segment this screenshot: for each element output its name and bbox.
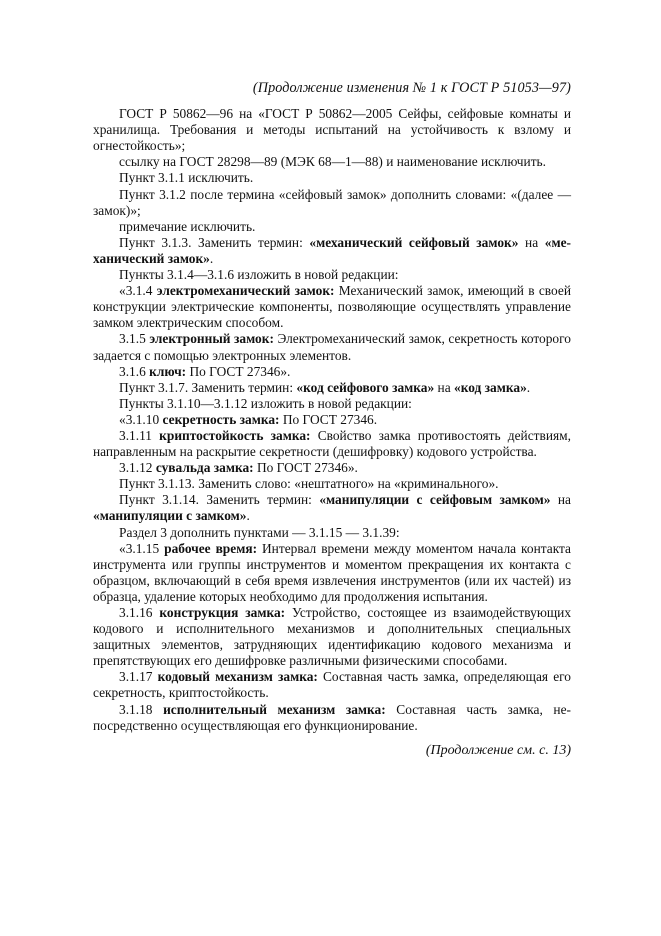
paragraph (93, 380, 571, 396)
paragraph: Пункты 3.1.10—3.1.12 изложить в новой редакции: (119, 395, 412, 411)
paragraph (93, 460, 571, 476)
bold-term: конструкция замка: (159, 605, 286, 620)
paragraph-text: Составная часть замка, непосредственно осуществляющая его функционирование. (93, 701, 571, 733)
paragraph-text: на (518, 234, 545, 250)
paragraph-text: Свойство замка противостоять действиям, направленным на раскрытие секретности (дешифровку) кодового устройства. (93, 427, 571, 460)
bold-term: «механический сейфовый замок» (309, 234, 519, 250)
document-page (93, 80, 571, 759)
paragraph-text: Интервал времени между моментом начала контакта инструмента или группы инструментов и моментом прекращения их контакта с образцом, включающий в себя время извлечения инструментов (или их частей) из образца, удаление которых необходимо для продолжения испытания. (93, 540, 571, 604)
paragraph: ГОСТ Р 50862—96 на «ГОСТ Р 50862—2005 Сейфы, сейфовые комнаты и хранилища. Требования и методы испытаний на устойчивость к взлому и огнестойкость»; (93, 106, 571, 154)
paragraph (93, 283, 571, 331)
paragraph-text: . (209, 250, 214, 266)
paragraph: Пункт 3.1.13. Заменить слово: «нештатного» на «криминального». (119, 476, 499, 492)
continuation-header: (Продолжение изменения № 1 к ГОСТ Р 51053—97) (252, 80, 571, 96)
paragraph-text: . (246, 508, 250, 524)
paragraph: Пункт 3.1.1 исключить. (119, 170, 254, 186)
bold-term: «механический замок» (93, 234, 571, 266)
paragraph-text: Электромеханический замок, секретность которого задается с помощью электронных элементов. (93, 331, 571, 363)
paragraph-text: Устройство, состоящее из взаимодействующих кодового и исполнительного механизмов и дополнительных специальных защитных элементов, затрудняющих идентификацию кодового механизма и препятствующих его дешифровке различными физическими способами. (93, 605, 572, 669)
paragraph-text: 3.1.16 (119, 605, 160, 620)
paragraph-text: на (550, 492, 571, 508)
paragraph-text: 3.1.5 (119, 331, 150, 347)
paragraph-text: «3.1.15 (119, 540, 165, 556)
bold-term: кодовый механизм замка: (157, 669, 318, 685)
paragraph (93, 331, 571, 363)
paragraph (93, 541, 571, 605)
bold-term: «манипуляции с сейфовым замком» (319, 492, 551, 508)
bold-term: криптостойкость замка: (159, 427, 311, 443)
paragraph (93, 364, 571, 380)
bold-term: «код замка» (454, 379, 527, 395)
paragraph (93, 428, 571, 460)
bold-term: ключ: (149, 363, 187, 379)
paragraph-text: 3.1.11 (119, 427, 160, 443)
paragraph-text: Пункт 3.1.3. Заменить термин: (119, 234, 310, 250)
paragraph-text: 3.1.12 (119, 460, 156, 476)
paragraph: ссылку на ГОСТ 28298—89 (МЭК 68—1—88) и наименование исключить. (119, 154, 547, 170)
bold-term: «манипуляции с замком» (93, 508, 247, 524)
paragraph-text: Пункт 3.1.14. Заменить термин: (119, 492, 320, 508)
paragraph (93, 669, 571, 701)
paragraph-text: Пункт 3.1.7. Заменить термин: (119, 379, 297, 395)
paragraph (93, 702, 571, 734)
paragraph-text: 3.1.17 (119, 669, 158, 685)
paragraph (93, 605, 571, 669)
paragraph-text: По ГОСТ 27346». (253, 460, 358, 476)
paragraph: Пункт 3.1.2 после термина «сейфовый замок» дополнить словами: «(далее — замок)»; (93, 186, 571, 218)
bold-term: сувальда замка: (155, 460, 254, 476)
paragraph (93, 235, 571, 267)
paragraph-text: Составная часть замка, определяющая его секретность, криптостойкость. (93, 669, 571, 701)
bold-term: исполнительный механизм замка: (163, 701, 386, 717)
paragraph-text: «3.1.10 (119, 411, 163, 427)
paragraph-text: на (434, 379, 455, 395)
bold-term: «код сейфового замка» (296, 379, 435, 395)
paragraph (93, 492, 571, 524)
bold-term: электронный замок: (149, 331, 274, 347)
bold-term: рабочее время: (164, 540, 258, 556)
bold-term: электромеханический замок: (156, 283, 335, 299)
paragraph: примечание исключить. (119, 218, 256, 234)
paragraph: Пункты 3.1.4—3.1.6 изложить в новой редакции: (119, 267, 399, 283)
paragraph-text: 3.1.18 (119, 701, 164, 717)
continuation-footer: (Продолжение см. с. 13) (425, 742, 571, 758)
bold-term: секретность замка: (162, 411, 280, 427)
paragraph-text: По ГОСТ 27346. (279, 411, 378, 427)
paragraph-text: 3.1.6 (119, 363, 150, 379)
paragraph-text: . (526, 379, 531, 395)
paragraph-text: По ГОСТ 27346». (186, 363, 291, 379)
paragraph: Раздел 3 дополнить пунктами — 3.1.15 — 3.1.39: (119, 524, 400, 540)
paragraph-text: Механический замок, имеющий в своей конструкции электрические компоненты, позволяющие осуществлять управление замком электрическим способом. (93, 283, 571, 331)
paragraph (93, 412, 571, 428)
paragraph-text: «3.1.4 (119, 283, 157, 299)
